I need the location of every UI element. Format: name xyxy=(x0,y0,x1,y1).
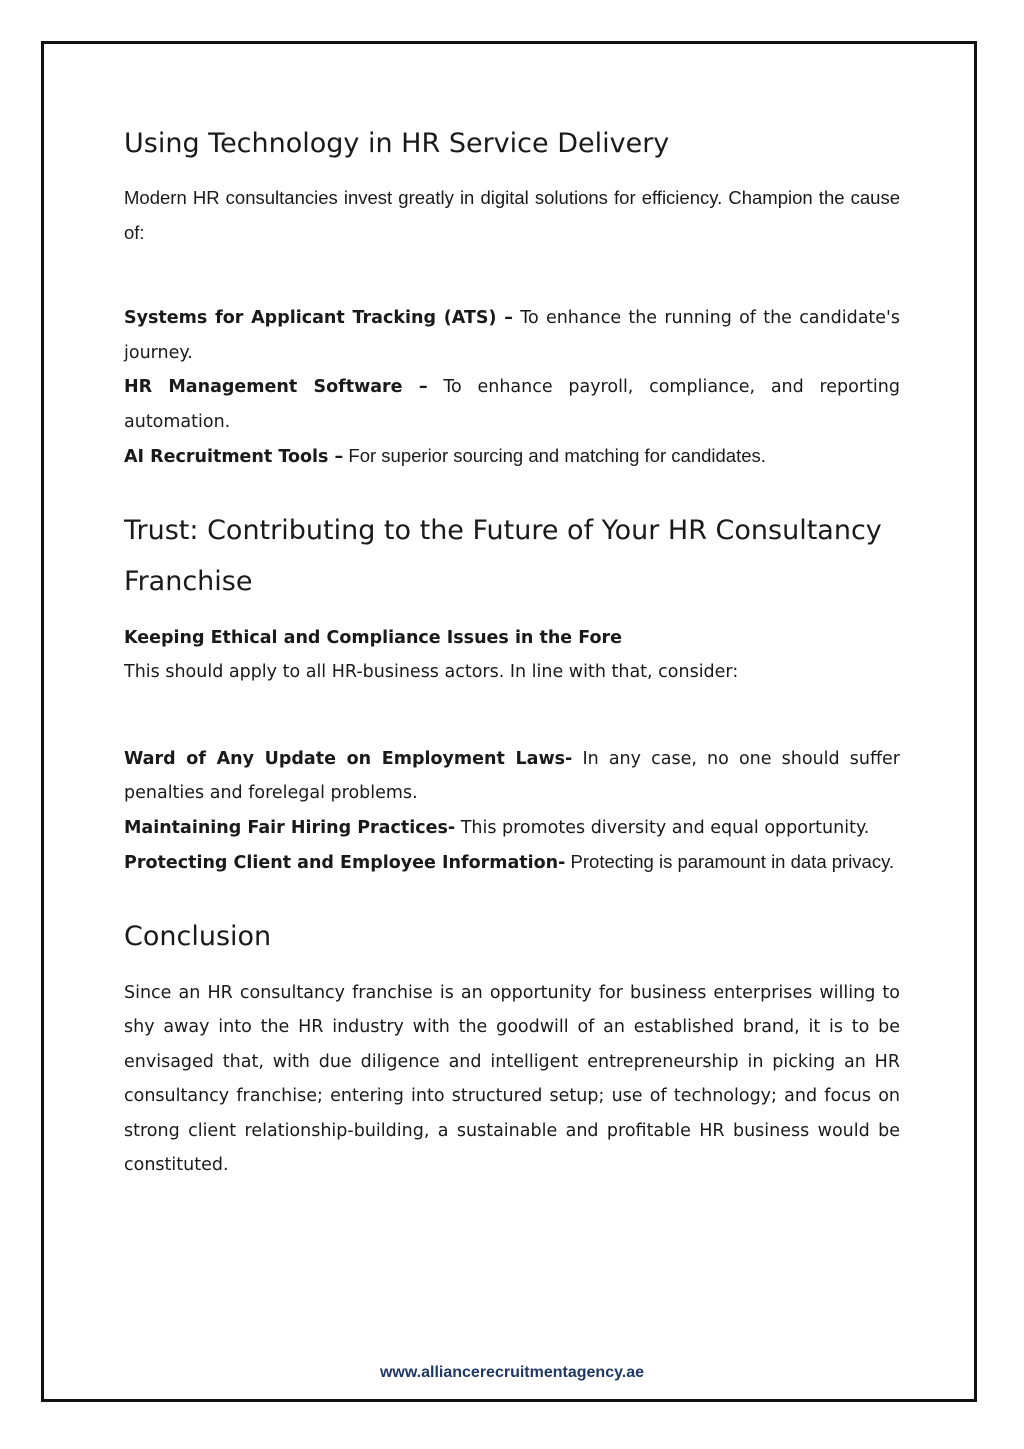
footer-website-link[interactable]: www.alliancerecruitmentagency.ae xyxy=(379,1364,645,1381)
subheading-ethics xyxy=(124,621,900,656)
list-item-term: Maintaining Fair Hiring Practices- xyxy=(124,817,456,838)
list-item-term: AI Recruitment Tools – xyxy=(124,447,344,467)
list-item-term: Ward of Any Update on Employment Laws- xyxy=(124,748,573,769)
list-item xyxy=(124,845,900,881)
list-item-desc: Protecting is paramount in data privacy. xyxy=(565,851,895,872)
list-item-desc: To enhance the running of the candidate's journey. xyxy=(124,308,900,363)
list-item-desc: For superior sourcing and matching for candidates. xyxy=(343,445,766,466)
list-item-desc: To enhance payroll, compliance, and reporting automation. xyxy=(124,377,900,432)
conclusion-paragraph: Since an HR consultancy franchise is an opportunity for business enterprises willing to shy away into the HR industry with the goodwill of an established brand, it is to be envisaged that, with due diligence and intelligent entrepreneurship in picking an HR consultancy franchise; entering into structured setup; use of technology; and focus on strong client relationship-building, a sustainable and profitable HR business would be constituted. xyxy=(124,982,900,1175)
list-item xyxy=(124,439,900,475)
list-item xyxy=(124,811,900,846)
technology-list xyxy=(124,301,900,475)
list-item-term: HR Management Software – xyxy=(124,377,428,397)
compliance-list xyxy=(124,742,900,881)
document-body xyxy=(124,118,900,1183)
list-item xyxy=(124,301,900,370)
list-item-desc: This promotes diversity and equal opportunity. xyxy=(455,817,870,838)
section-intro-trust: This should apply to all HR-business actors. In line with that, consider: xyxy=(124,662,739,682)
list-item xyxy=(124,370,900,439)
list-item-term: Systems for Applicant Tracking (ATS) – xyxy=(124,308,514,328)
section-intro-technology: Modern HR consultancies invest greatly in digital solutions for efficiency. Champion the cause of: xyxy=(124,187,900,243)
section-heading-technology: Using Technology in HR Service Delivery xyxy=(124,128,670,159)
list-item-desc: In any case, no one should suffer penalties and forelegal problems. xyxy=(124,748,900,803)
list-item xyxy=(124,742,900,811)
section-heading-trust: Trust: Contributing to the Future of Your HR Consultancy Franchise xyxy=(124,514,882,597)
list-item-term: Protecting Client and Employee Information- xyxy=(124,853,566,873)
subheading-text: Keeping Ethical and Compliance Issues in the Fore xyxy=(124,627,623,648)
section-heading-conclusion: Conclusion xyxy=(124,920,272,952)
